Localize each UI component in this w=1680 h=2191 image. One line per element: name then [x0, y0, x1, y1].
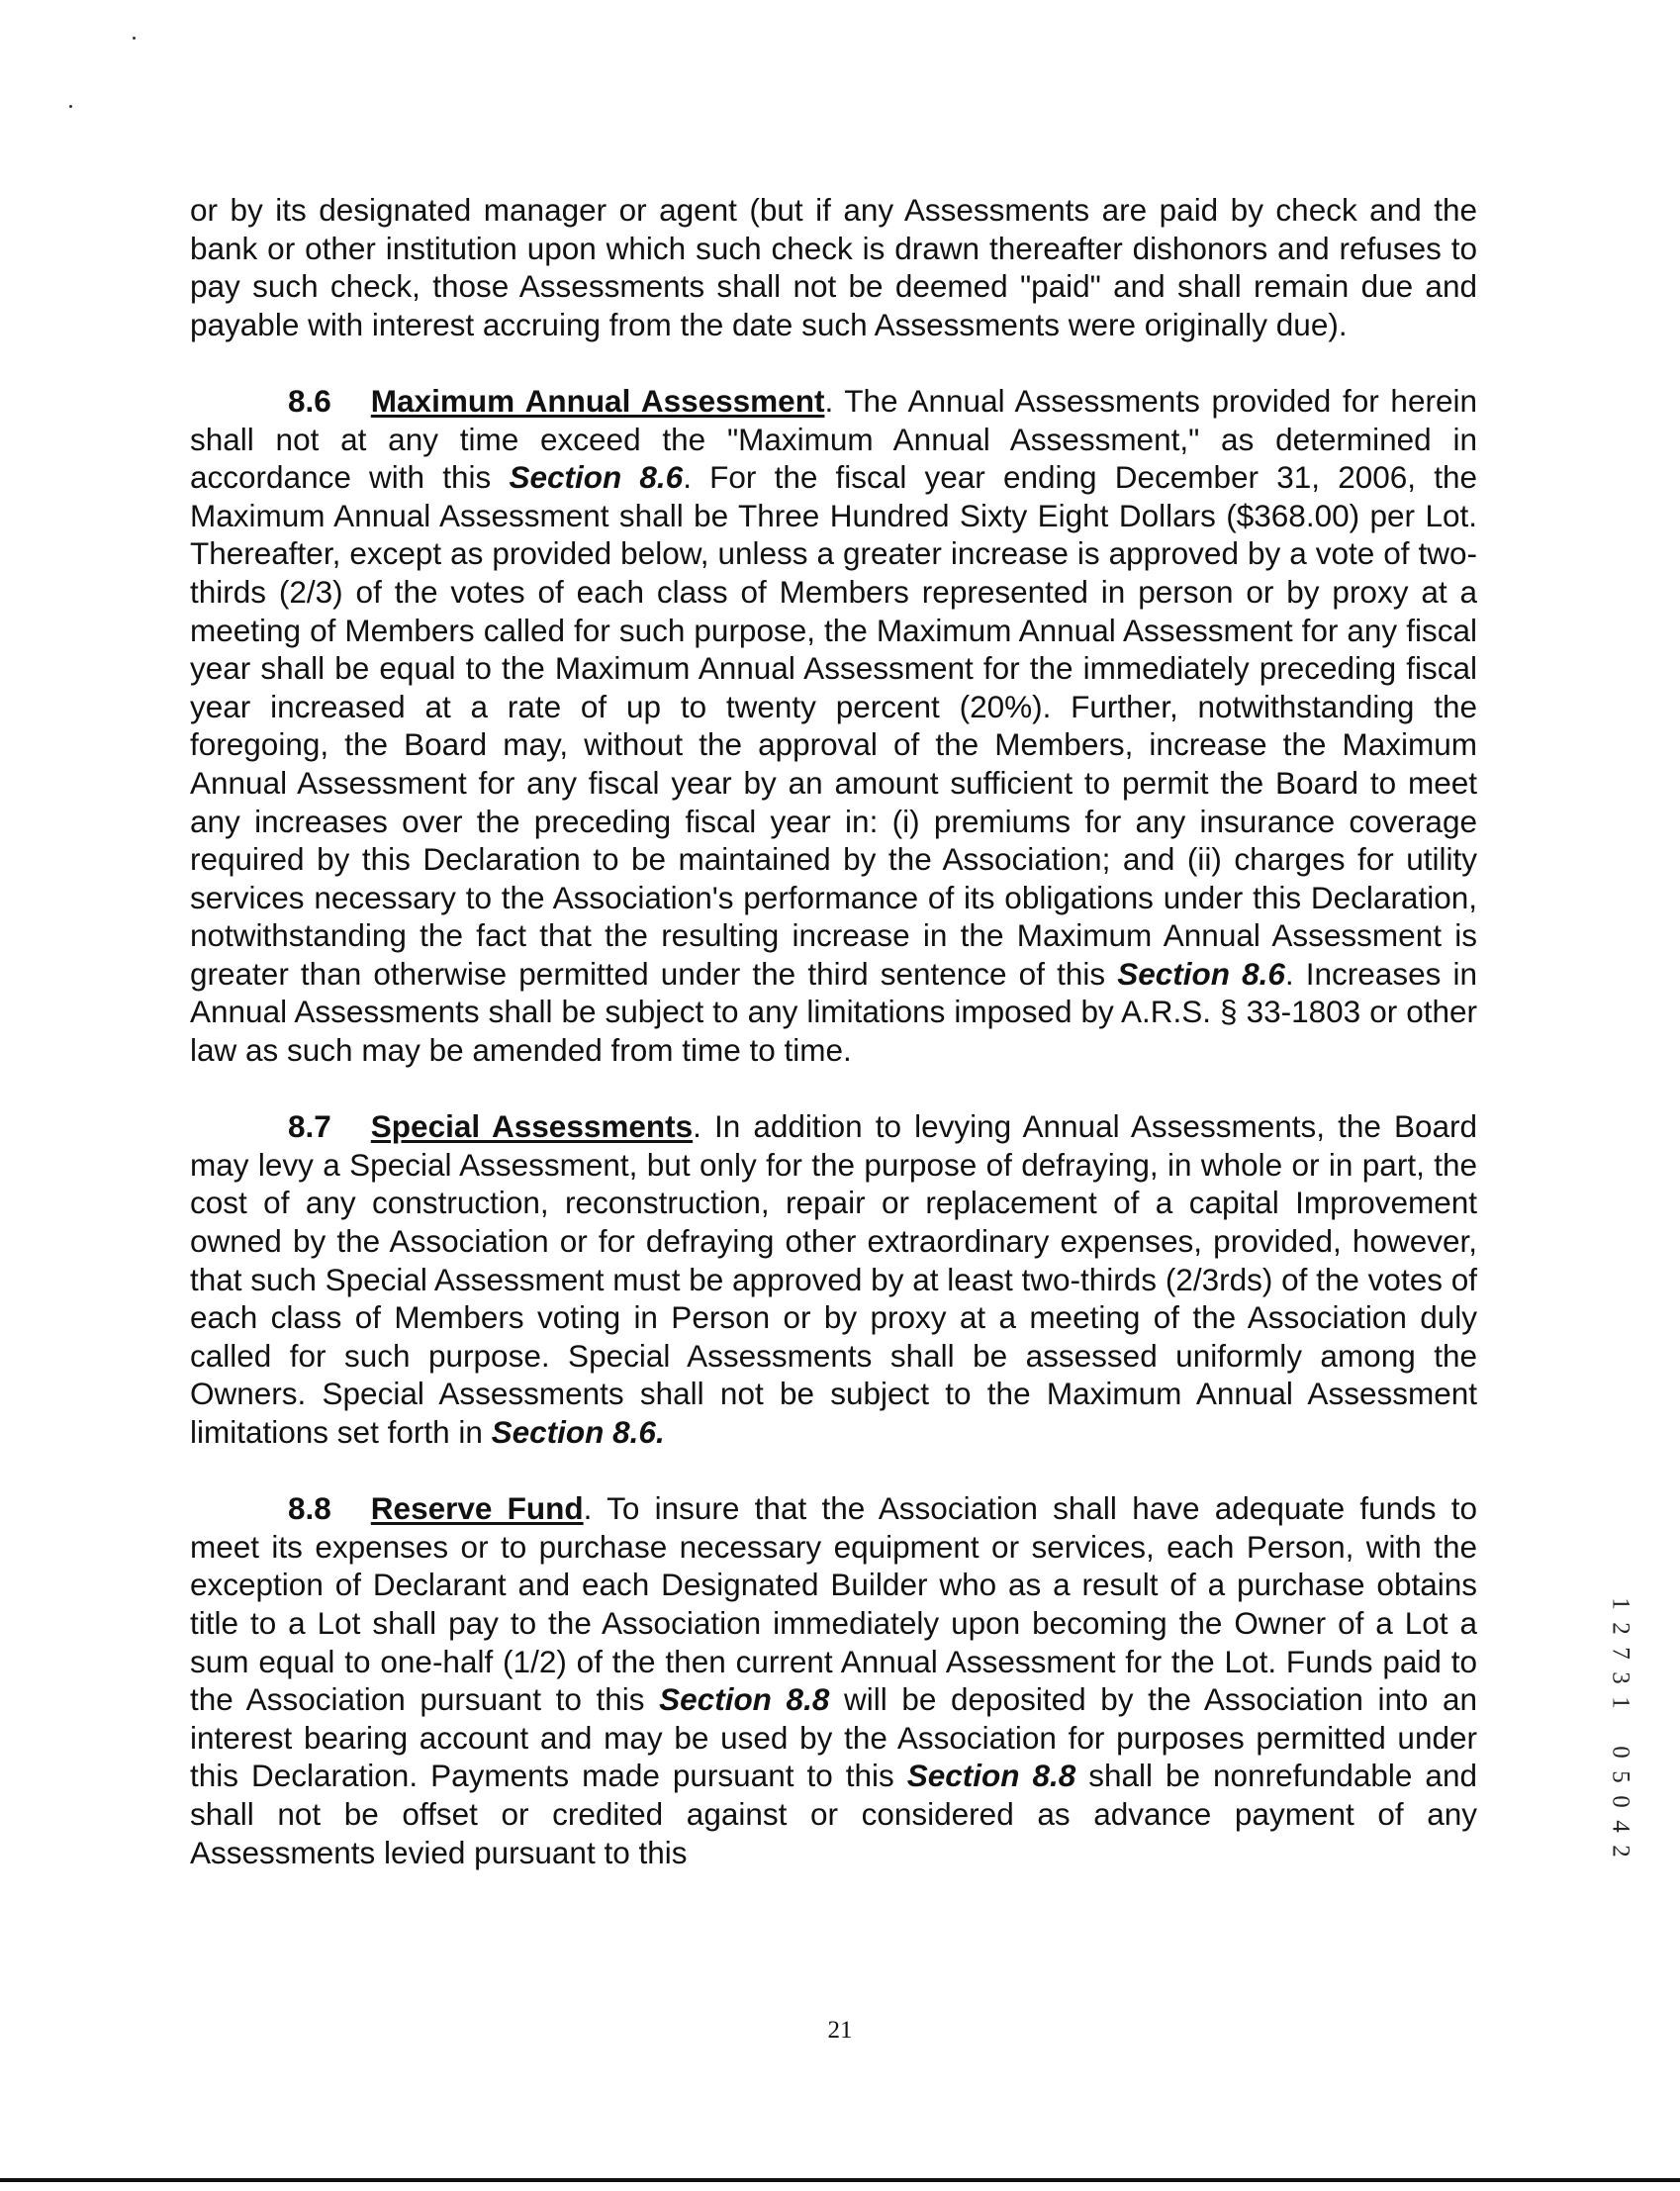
- recording-stamp: [1606, 1591, 1635, 1863]
- section-8-7-paragraph: [190, 1107, 1477, 1451]
- section-text: . The Annual Assessments provided for herein shall not at any time exceed the "Maximum Annual Assessment," as determined in accordance with this: [190, 382, 1477, 496]
- section-number: 8.8: [288, 1490, 331, 1527]
- stamp-digit: 3: [1607, 1671, 1634, 1684]
- section-reference: Section 8.6: [1117, 955, 1285, 992]
- section-text: shall be nonrefundable and shall not be offset or credited against or considered as advance payment of any Assessments levied pursuant to this: [190, 1758, 1477, 1870]
- stamp-digit: 4: [1607, 1820, 1634, 1833]
- section-reference: Section 8.6.: [491, 1414, 665, 1450]
- stamp-digit: 0: [1607, 1795, 1634, 1808]
- section-number: 8.7: [288, 1108, 331, 1145]
- scan-speck: [69, 105, 72, 108]
- stamp-digit: 1: [1607, 1696, 1634, 1709]
- section-8-6-paragraph: [190, 382, 1477, 1070]
- section-8-8-paragraph: [190, 1489, 1477, 1871]
- scan-speck: [133, 37, 136, 40]
- section-reference: Section 8.6: [509, 459, 684, 496]
- section-number: 8.6: [288, 382, 331, 419]
- document-body: [190, 191, 1477, 1910]
- stamp-digit: 2: [1607, 1845, 1634, 1858]
- stamp-digit: 5: [1607, 1770, 1634, 1783]
- stamp-digit: 2: [1607, 1622, 1634, 1635]
- section-title: Maximum Annual Assessment: [370, 382, 825, 419]
- section-text: . To insure that the Association shall have adequate funds to meet its expenses or to purchase necessary equipment or services, each Person, with the exception of Declarant and each Designated Builder who as a result of a purchase obtains title to a Lot shall pay to the Association immediately upon becoming the Owner of a Lot a sum equal to one-half (1/2) of the then current Annual Assessment for the Lot. Funds paid to the Association pursuant to this: [190, 1490, 1477, 1718]
- continuation-paragraph: or by its designated manager or agent (but if any Assessments are paid by check and the bank or other institution upon which such check is drawn thereafter dishonors and refuses to pay such check, those Assessments shall not be deemed "paid" and shall remain due and payable with interest accruing from the date such Assessments were originally due).: [190, 192, 1477, 342]
- section-reference: Section 8.8: [906, 1758, 1076, 1794]
- section-text: . Increases in Annual Assessments shall be subject to any limitations imposed by A.R.S. § 33-1803 or other law as such may be amended from time to time.: [190, 955, 1477, 1069]
- section-reference: Section 8.8: [659, 1681, 830, 1718]
- section-text: will be deposited by the Association into an interest bearing account and may be used by the Association for purposes permitted under this Declaration. Payments made pursuant to this: [190, 1681, 1477, 1794]
- section-title: Special Assessments: [370, 1108, 694, 1145]
- page-number: 21: [827, 2017, 853, 2044]
- stamp-digit: 7: [1607, 1647, 1634, 1660]
- section-text: . For the fiscal year ending December 31, 2006, the Maximum Annual Assessment shall be Three Hundred Sixty Eight Dollars ($368.00) per Lot. Thereafter, except as provided below, unless a greater increase is approved by a vote of two-thirds (2/3) of the votes of each class of Members represented in person or by proxy at a meeting of Members called for such purpose, the Maximum Annual Assessment for any fiscal year shall be equal to the Maximum Annual Assessment for the immediately preceding fiscal year increased at a rate of up to twenty percent (20%). Further, notwithstanding the foregoing, the Board may, without the approval of the Members, increase the Maximum Annual Assessment for any fiscal year by an amount sufficient to permit the Board to meet any increases over the preceding fiscal year in: (i) premiums for any insurance coverage required by this Declaration to be maintained by the Association; and (ii) charges for utility services necessary to the Association's performance of its obligations under this Declaration, notwithstanding the fact that the resulting increase in the Maximum Annual Assessment is greater than otherwise permitted under the third sentence of this: [190, 459, 1477, 992]
- scan-bottom-edge: [0, 2178, 1680, 2182]
- section-text: . In addition to levying Annual Assessments, the Board may levy a Special Assessment, but only for the purpose of defraying, in whole or in part, the cost of any construction, reconstruction, repair or replacement of a capital Improvement owned by the Association or for defraying other extraordinary expenses, provided, however, that such Special Assessment must be approved by at least two-thirds (2/3rds) of the votes of each class of Members voting in Person or by proxy at a meeting of the Association duly called for such purpose. Special Assessments shall be assessed uniformly among the Owners. Special Assessments shall not be subject to the Maximum Annual Assessment limitations set forth in: [190, 1108, 1477, 1450]
- stamp-digit: 1: [1607, 1597, 1634, 1610]
- stamp-digit: 0: [1607, 1746, 1634, 1759]
- section-title: Reserve Fund: [370, 1490, 584, 1527]
- stamp-gap: [1606, 1715, 1635, 1740]
